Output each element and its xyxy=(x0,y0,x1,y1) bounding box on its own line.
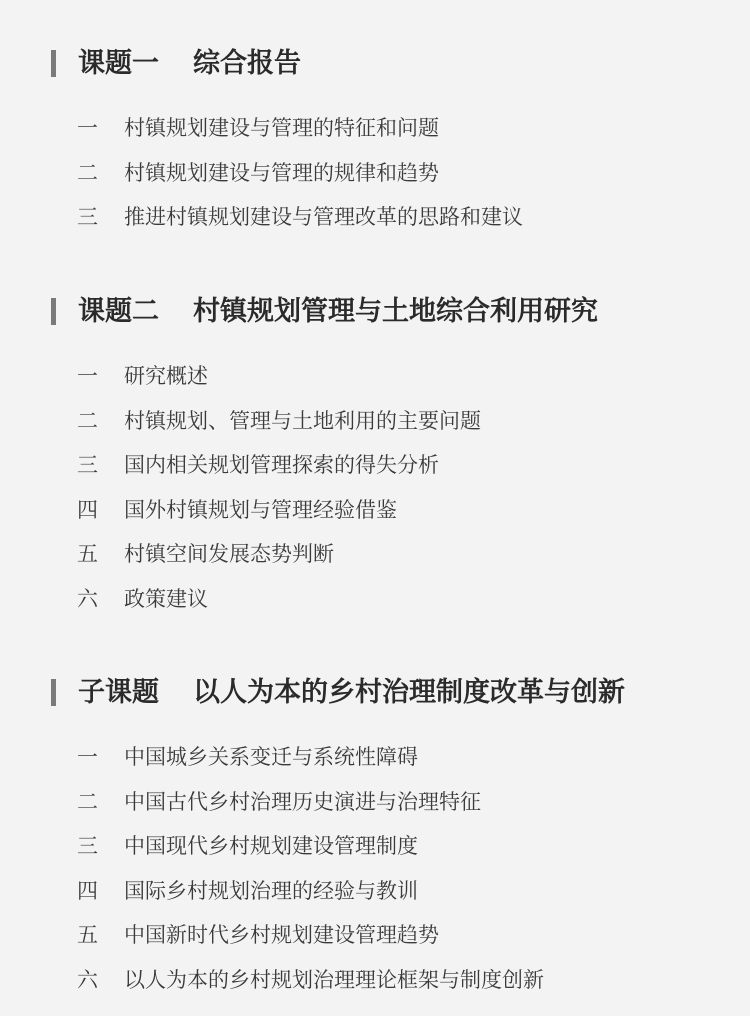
item-text: 村镇规划建设与管理的规律和趋势 xyxy=(124,160,439,185)
list-item xyxy=(0,735,750,780)
item-text: 推进村镇规划建设与管理改革的思路和建议 xyxy=(124,205,523,229)
list-item xyxy=(0,824,750,869)
list-item xyxy=(0,488,750,533)
section-title-text: 村镇规划管理与土地综合利用研究 xyxy=(193,296,598,327)
list-item xyxy=(0,532,750,577)
item-text: 国际乡村规划治理的经验与教训 xyxy=(124,878,418,903)
item-number: 六 xyxy=(77,967,98,992)
item-text: 村镇规划建设与管理的特征和问题 xyxy=(124,116,439,140)
header-accent-bar xyxy=(51,50,56,77)
section-2 xyxy=(0,292,750,621)
section-title-text: 综合报告 xyxy=(193,48,301,79)
section-title xyxy=(78,44,301,84)
item-number: 五 xyxy=(77,542,98,566)
section-title xyxy=(78,673,625,713)
item-text: 中国现代乡村规划建设管理制度 xyxy=(124,834,418,858)
section-title-text: 以人为本的乡村治理制度改革与创新 xyxy=(193,677,625,708)
section-label: 课题二 xyxy=(78,296,159,327)
list-item xyxy=(0,780,750,825)
section-item-list xyxy=(0,735,750,1002)
item-text: 政策建议 xyxy=(124,586,208,611)
item-text: 国内相关规划管理探索的得失分析 xyxy=(124,453,439,477)
item-text: 国外村镇规划与管理经验借鉴 xyxy=(124,497,397,522)
list-item xyxy=(0,354,750,399)
section-label: 子课题 xyxy=(78,677,159,708)
section-1 xyxy=(0,44,750,240)
item-number: 三 xyxy=(77,453,98,477)
list-item xyxy=(0,151,750,196)
list-item xyxy=(0,869,750,914)
section-item-list xyxy=(0,354,750,621)
item-number: 三 xyxy=(77,834,98,858)
item-number: 二 xyxy=(77,160,98,185)
list-item xyxy=(0,577,750,622)
item-text: 村镇空间发展态势判断 xyxy=(124,542,334,566)
list-item xyxy=(0,106,750,151)
item-text: 中国新时代乡村规划建设管理趋势 xyxy=(124,923,439,947)
section-header xyxy=(0,292,750,332)
section-item-list xyxy=(0,106,750,240)
list-item xyxy=(0,443,750,488)
item-text: 中国城乡关系变迁与系统性障碍 xyxy=(124,745,418,769)
list-item xyxy=(0,399,750,444)
item-number: 四 xyxy=(77,878,98,903)
section-label: 课题一 xyxy=(78,48,159,79)
list-item xyxy=(0,913,750,958)
item-number: 三 xyxy=(77,205,98,229)
section-header xyxy=(0,673,750,713)
item-number: 二 xyxy=(77,789,98,814)
item-number: 一 xyxy=(77,745,98,769)
list-item xyxy=(0,195,750,240)
item-number: 一 xyxy=(77,364,98,388)
header-accent-bar xyxy=(51,679,56,706)
item-text: 村镇规划、管理与土地利用的主要问题 xyxy=(124,408,481,433)
section-header xyxy=(0,44,750,84)
item-number: 四 xyxy=(77,497,98,522)
item-number: 一 xyxy=(77,116,98,140)
item-text: 以人为本的乡村规划治理理论框架与制度创新 xyxy=(124,967,544,992)
item-text: 研究概述 xyxy=(124,364,208,388)
item-number: 五 xyxy=(77,923,98,947)
list-item xyxy=(0,958,750,1003)
header-accent-bar xyxy=(51,298,56,325)
section-3 xyxy=(0,673,750,1002)
item-number: 六 xyxy=(77,586,98,611)
item-number: 二 xyxy=(77,408,98,433)
item-text: 中国古代乡村治理历史演进与治理特征 xyxy=(124,789,481,814)
section-title xyxy=(78,292,598,332)
